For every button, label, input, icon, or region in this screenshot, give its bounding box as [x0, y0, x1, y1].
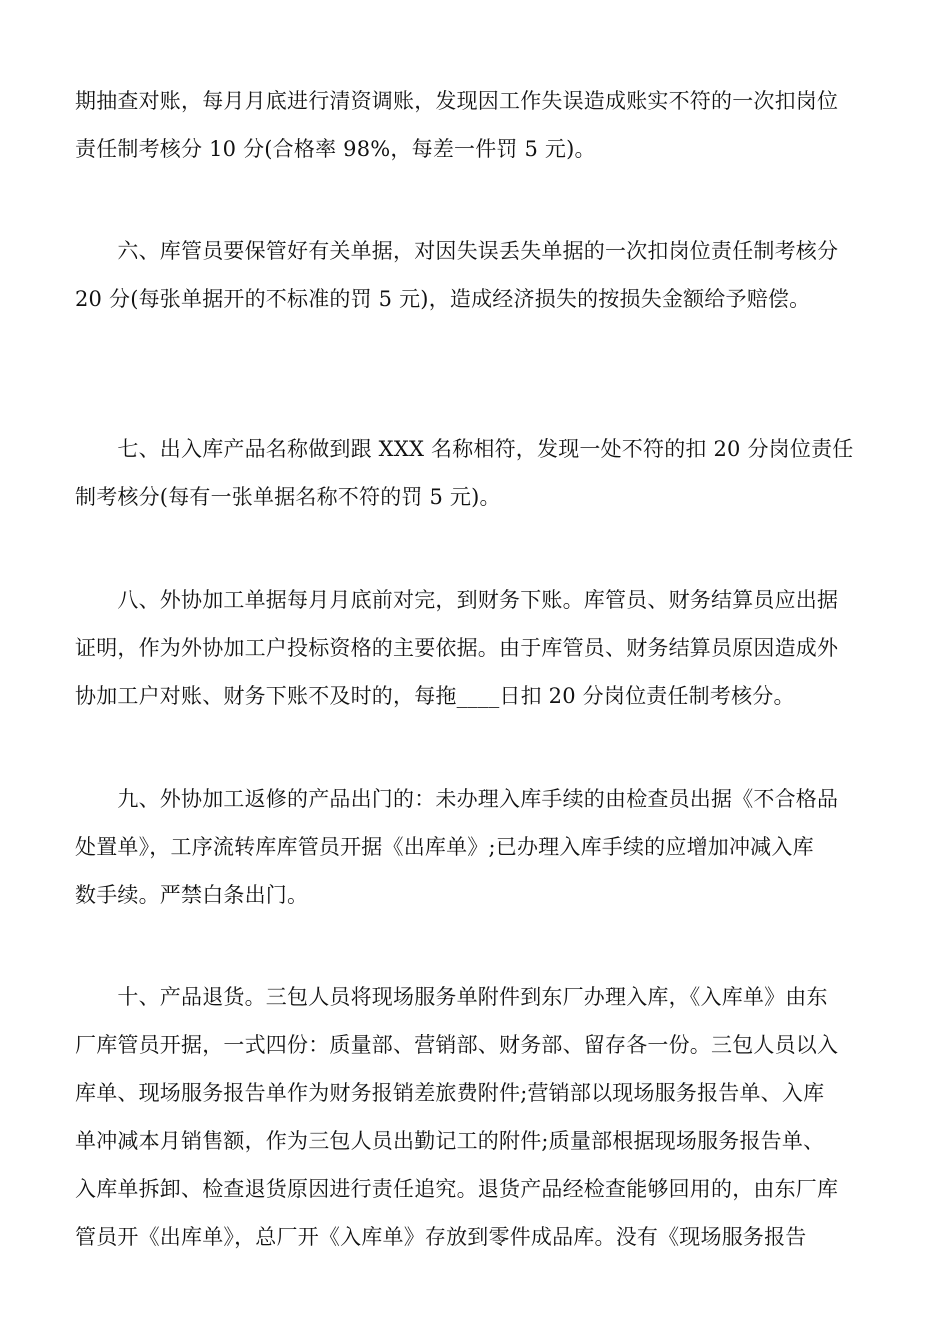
- text-line: 八、外协加工单据每月月底前对完，到财务下账。库管员、财务结算员应出据: [75, 588, 839, 612]
- paragraph-item-9: [75, 775, 881, 919]
- text-line: 入库单拆卸、检查退货原因进行责任追究。退货产品经检查能够回用的，由东厂库: [75, 1177, 839, 1201]
- text-line: 单冲减本月销售额，作为三包人员出勤记工的附件;质量部根据现场服务报告单、: [75, 1129, 825, 1153]
- text-line: 20 分(每张单据开的不标准的罚 5 元)，造成经济损失的按损失金额给予赔偿。: [75, 287, 811, 311]
- text-line: 管员开《出库单》，总厂开《入库单》存放到零件成品库。没有《现场服务报告: [75, 1225, 807, 1249]
- text-line: 制考核分(每有一张单据名称不符的罚 5 元)。: [75, 485, 501, 509]
- text-line: 证明，作为外协加工户投标资格的主要依据。由于库管员、财务结算员原因造成外: [75, 636, 839, 660]
- text-line: 六、库管员要保管好有关单据，对因失误丢失单据的一次扣岗位责任制考核分: [75, 239, 839, 263]
- text-line: 厂库管员开据，一式四份：质量部、营销部、财务部、留存各一份。三包人员以入: [75, 1033, 839, 1057]
- text-line: 协加工户对账、财务下账不及时的，每拖____日扣 20 分岗位责任制考核分。: [75, 684, 795, 708]
- text-line: 七、出入库产品名称做到跟 XXX 名称相符，发现一处不符的扣 20 分岗位责任: [75, 437, 854, 461]
- paragraph-item-7: [75, 425, 881, 521]
- paragraph-item-10: [75, 973, 881, 1261]
- text-line: 期抽查对账，每月月底进行清资调账，发现因工作失误造成账实不符的一次扣岗位: [75, 89, 839, 113]
- text-line: 数手续。严禁白条出门。: [75, 883, 309, 907]
- text-line: 九、外协加工返修的产品出门的：未办理入库手续的由检查员出据《不合格品: [75, 787, 839, 811]
- paragraph-item-8: [75, 576, 881, 720]
- paragraph-item-6: [75, 227, 881, 323]
- text-line: 库单、现场服务报告单作为财务报销差旅费附件;营销部以现场服务报告单、入库: [75, 1081, 825, 1105]
- text-line: 责任制考核分 10 分(合格率 98%，每差一件罚 5 元)。: [75, 137, 596, 161]
- paragraph-continued: [75, 77, 881, 173]
- text-line: 处置单》，工序流转库库管员开据《出库单》;已办理入库手续的应增加冲减入库: [75, 835, 814, 859]
- text-line: 十、产品退货。三包人员将现场服务单附件到东厂办理入库，《入库单》由东: [75, 985, 828, 1009]
